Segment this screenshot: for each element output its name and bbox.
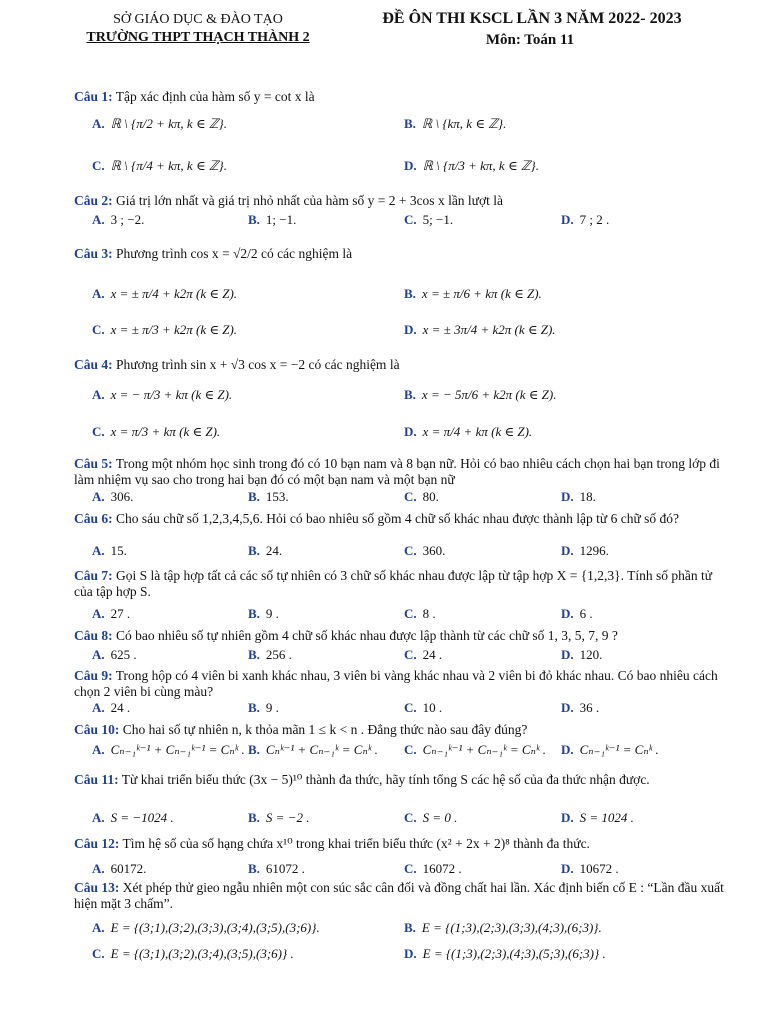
option-a[interactable]: A. E = {(3;1),(3;2),(3;3),(3;4),(3;5),(3;6)}. bbox=[92, 920, 320, 935]
option-b[interactable]: B. 24. bbox=[248, 543, 283, 558]
options-row bbox=[74, 944, 730, 964]
question-text: Phương trình cos x = √2/2 có các nghiệm là bbox=[116, 246, 353, 261]
option-a[interactable]: A. 15. bbox=[92, 543, 127, 558]
options-row bbox=[74, 645, 730, 665]
question-text: Tìm hệ số của số hạng chứa x¹⁰ trong khai triển biểu thức (x² + 2x + 2)⁸ thành đa thức. bbox=[122, 836, 590, 851]
option-d[interactable]: D. 7 ; 2 . bbox=[561, 212, 610, 227]
option-c[interactable]: C. Cₙ₋₁ᵏ⁻¹ + Cₙ₋₁ᵏ = Cₙᵏ . bbox=[404, 742, 546, 757]
option-c[interactable]: C. 24 . bbox=[404, 647, 443, 662]
question-stem bbox=[74, 836, 730, 852]
option-b[interactable]: B. Cₙᵏ⁻¹ + Cₙ₋₁ᵏ = Cₙᵏ . bbox=[248, 742, 378, 757]
option-d[interactable]: D. E = {(1;3),(2;3),(4;3),(5;3),(6;3)} . bbox=[404, 946, 606, 961]
option-a[interactable]: A. Cₙ₋₁ᵏ⁻¹ + Cₙ₋₁ᵏ⁻¹ = Cₙᵏ . bbox=[92, 742, 245, 757]
question-stem bbox=[74, 511, 730, 527]
options-row bbox=[74, 808, 730, 828]
question-stem bbox=[74, 770, 730, 790]
option-b[interactable]: B. S = −2 . bbox=[248, 810, 310, 825]
option-b[interactable]: B. 61072 . bbox=[248, 861, 305, 876]
option-b[interactable]: B. E = {(1;3),(2;3),(3;3),(4;3),(6;3)}. bbox=[404, 920, 602, 935]
options-row bbox=[74, 541, 730, 561]
question-stem bbox=[74, 357, 730, 373]
option-c[interactable]: C. 80. bbox=[404, 489, 439, 504]
option-a[interactable]: A. ℝ \ {π/2 + kπ, k ∈ ℤ}. bbox=[92, 116, 227, 131]
question-stem bbox=[74, 568, 730, 600]
question-number: Câu 7: bbox=[74, 568, 113, 583]
exam-title: ĐỀ ÔN THI KSCL LẦN 3 NĂM 2022- 2023 bbox=[382, 10, 682, 27]
question-stem bbox=[74, 246, 730, 262]
option-c[interactable]: C. 10 . bbox=[404, 700, 443, 715]
question-number: Câu 12: bbox=[74, 836, 120, 851]
option-c[interactable]: C. x = ± π/3 + k2π (k ∈ Z). bbox=[92, 322, 238, 337]
option-b[interactable]: B. 256 . bbox=[248, 647, 292, 662]
option-b[interactable]: B. 9 . bbox=[248, 700, 279, 715]
option-c[interactable]: C. ℝ \ {π/4 + kπ, k ∈ ℤ}. bbox=[92, 158, 227, 173]
question-number: Câu 13: bbox=[74, 880, 120, 895]
question-text: Gọi S là tập hợp tất cả các số tự nhiên có 3 chữ số khác nhau được lập từ tập hợp X = {1,2,3}. Tính số phần tử của tập hợp S. bbox=[74, 568, 713, 599]
question-number: Câu 6: bbox=[74, 511, 113, 526]
question-stem bbox=[74, 89, 730, 105]
options-row bbox=[74, 740, 730, 760]
question-number: Câu 2: bbox=[74, 193, 113, 208]
question-number: Câu 10: bbox=[74, 722, 120, 737]
question-text: Từ khai triển biểu thức (3x − 5)¹⁰ thành đa thức, hãy tính tổng S các hệ số của đa thức nhận được. bbox=[121, 772, 650, 787]
option-c[interactable]: C. 8 . bbox=[404, 606, 436, 621]
option-b[interactable]: B. x = − 5π/6 + k2π (k ∈ Z). bbox=[404, 387, 557, 402]
options-row bbox=[74, 487, 730, 507]
options-row bbox=[74, 320, 730, 340]
question-text: Trong hộp có 4 viên bi xanh khác nhau, 3 viên bi vàng khác nhau và 2 viên bi đỏ khác nhau. Có bao nhiêu cách chọn 2 viên bi cùng màu? bbox=[74, 668, 718, 699]
option-b[interactable]: B. x = ± π/6 + kπ (k ∈ Z). bbox=[404, 286, 542, 301]
option-c[interactable]: C. 5; −1. bbox=[404, 212, 454, 227]
question-stem bbox=[74, 880, 730, 912]
question-number: Câu 8: bbox=[74, 628, 113, 643]
question-text: Có bao nhiêu số tự nhiên gồm 4 chữ số khác nhau được lập thành từ các chữ số 1, 3, 5, 7, 9 ? bbox=[116, 628, 618, 643]
option-b[interactable]: B. 153. bbox=[248, 489, 289, 504]
question-text: Cho hai số tự nhiên n, k thỏa mãn 1 ≤ k < n . Đẳng thức nào sau đây đúng? bbox=[122, 722, 528, 737]
option-c[interactable]: C. x = π/3 + kπ (k ∈ Z). bbox=[92, 424, 221, 439]
options-row bbox=[74, 604, 730, 624]
option-d[interactable]: D. x = ± 3π/4 + k2π (k ∈ Z). bbox=[404, 322, 556, 337]
option-d[interactable]: D. 18. bbox=[561, 489, 596, 504]
options-row bbox=[74, 918, 730, 938]
option-b[interactable]: B. 9 . bbox=[248, 606, 279, 621]
option-a[interactable]: A. 625 . bbox=[92, 647, 137, 662]
question-stem bbox=[74, 628, 730, 644]
options-row bbox=[74, 114, 730, 134]
option-d[interactable]: D. ℝ \ {π/3 + kπ, k ∈ ℤ}. bbox=[404, 158, 539, 173]
option-a[interactable]: A. 60172. bbox=[92, 861, 147, 876]
options-row bbox=[74, 698, 730, 718]
options-row bbox=[74, 859, 730, 879]
question-number: Câu 3: bbox=[74, 246, 113, 261]
question-number: Câu 4: bbox=[74, 357, 113, 372]
option-d[interactable]: D. Cₙ₋₁ᵏ⁻¹ = Cₙᵏ . bbox=[561, 742, 659, 757]
question-stem bbox=[74, 193, 730, 209]
option-d[interactable]: D. S = 1024 . bbox=[561, 810, 634, 825]
options-row bbox=[74, 422, 730, 442]
option-a[interactable]: A. 24 . bbox=[92, 700, 131, 715]
option-d[interactable]: D. x = π/4 + kπ (k ∈ Z). bbox=[404, 424, 533, 439]
subject-name: Môn: Toán 11 bbox=[485, 32, 575, 48]
option-b[interactable]: B. ℝ \ {kπ, k ∈ ℤ}. bbox=[404, 116, 507, 131]
question-number: Câu 11: bbox=[74, 772, 119, 787]
question-number: Câu 5: bbox=[74, 456, 113, 471]
school-name: TRƯỜNG THPT THẠCH THÀNH 2 bbox=[86, 30, 310, 45]
option-d[interactable]: D. 10672 . bbox=[561, 861, 619, 876]
option-d[interactable]: D. 6 . bbox=[561, 606, 593, 621]
question-text: Trong một nhóm học sinh trong đó có 10 bạn nam và 8 bạn nữ. Hỏi có bao nhiêu cách chọn hai bạn trong lớp đi làm nhiệm vụ sao cho trong hai bạn đó có một bạn nam và một bạn nữ bbox=[74, 456, 720, 487]
option-c[interactable]: C. 360. bbox=[404, 543, 446, 558]
options-row bbox=[74, 385, 730, 405]
options-row bbox=[74, 210, 730, 230]
question-text: Giá trị lớn nhất và giá trị nhỏ nhất của hàm số y = 2 + 3cos x lần lượt là bbox=[116, 193, 504, 208]
option-a[interactable]: A. x = − π/3 + kπ (k ∈ Z). bbox=[92, 387, 233, 402]
question-text: Tập xác định của hàm số y = cot x là bbox=[115, 89, 315, 104]
question-number: Câu 9: bbox=[74, 668, 113, 683]
option-d[interactable]: D. 1296. bbox=[561, 543, 609, 558]
question-stem bbox=[74, 456, 730, 488]
options-row bbox=[74, 284, 730, 304]
question-text: Phương trình sin x + √3 cos x = −2 có các nghiệm là bbox=[116, 357, 400, 372]
option-c[interactable]: C. 16072 . bbox=[404, 861, 462, 876]
dept-name: SỞ GIÁO DỤC & ĐÀO TẠO bbox=[113, 12, 283, 27]
question-stem bbox=[74, 668, 730, 700]
question-text: Xét phép thử gieo ngẫu nhiên một con súc sắc cân đối và đồng chất hai lần. Xác định biến cố E : “Lần đầu xuất hiện mặt 3 chấm”. bbox=[74, 880, 724, 911]
question-number: Câu 1: bbox=[74, 89, 113, 104]
option-a[interactable]: A. 306. bbox=[92, 489, 134, 504]
option-c[interactable]: C. S = 0 . bbox=[404, 810, 458, 825]
option-a[interactable]: A. 27 . bbox=[92, 606, 131, 621]
option-a[interactable]: A. 3 ; −2. bbox=[92, 212, 145, 227]
option-d[interactable]: D. 120. bbox=[561, 647, 603, 662]
options-row bbox=[74, 156, 730, 176]
option-a[interactable]: A. x = ± π/4 + k2π (k ∈ Z). bbox=[92, 286, 238, 301]
option-a[interactable]: A. S = −1024 . bbox=[92, 810, 174, 825]
question-text: Cho sáu chữ số 1,2,3,4,5,6. Hỏi có bao nhiêu số gồm 4 chữ số khác nhau được thành lập từ 6 chữ số đó? bbox=[116, 511, 680, 526]
option-d[interactable]: D. 36 . bbox=[561, 700, 600, 715]
question-stem bbox=[74, 722, 730, 738]
option-c[interactable]: C. E = {(3;1),(3;2),(3;4),(3;5),(3;6)} . bbox=[92, 946, 294, 961]
option-b[interactable]: B. 1; −1. bbox=[248, 212, 297, 227]
